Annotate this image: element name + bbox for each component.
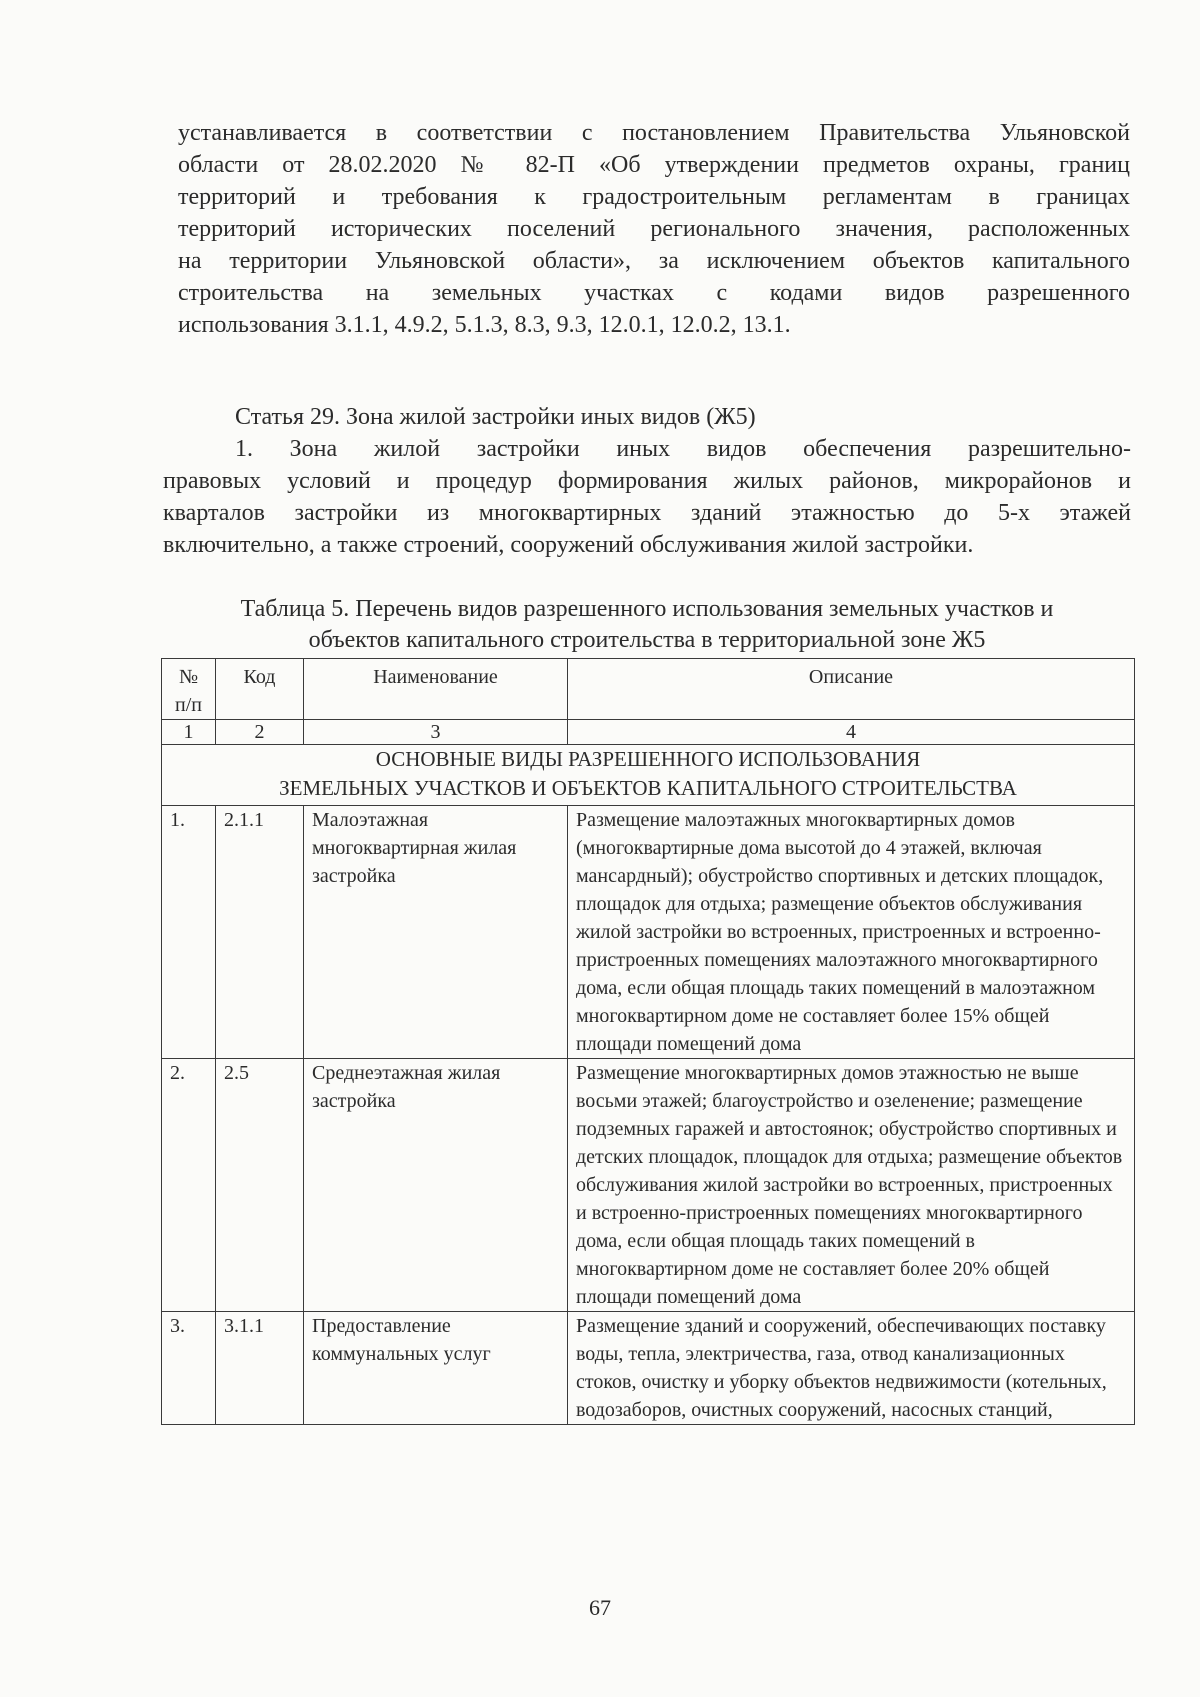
table-row bbox=[162, 1059, 1135, 1312]
table-row bbox=[162, 806, 1135, 1059]
section-header bbox=[162, 745, 1135, 806]
intro-line: на территории Ульяновской области», за исключением объектов капитального bbox=[178, 248, 1130, 274]
column-number: 3 bbox=[304, 720, 568, 745]
header-name: Наименование bbox=[304, 659, 568, 720]
section-header-row bbox=[162, 745, 1135, 806]
row-name: Малоэтажная многоквартирная жилая застройка bbox=[304, 806, 568, 1059]
article-line: 1. Зона жилой застройки иных видов обеспечения разрешительно- bbox=[235, 436, 1131, 462]
column-number: 1 bbox=[162, 720, 216, 745]
intro-line: территорий и требования к градостроительным регламентам в границах bbox=[178, 184, 1130, 210]
header-num: № п/п bbox=[162, 659, 216, 720]
column-number: 2 bbox=[216, 720, 304, 745]
row-name: Среднеэтажная жилая застройка bbox=[304, 1059, 568, 1312]
intro-line: устанавливается в соответствии с постановлением Правительства Ульяновской bbox=[178, 120, 1130, 146]
row-code: 2.5 bbox=[216, 1059, 304, 1312]
row-num: 3. bbox=[162, 1312, 216, 1425]
row-desc: Размещение малоэтажных многоквартирных домов (многоквартирные дома высотой до 4 этажей, включая мансардный); обустройство спортивных и детских площадок, площадок для отдыха; размещение объектов обслуживания жилой застройки во встроенных, пристроенных и встроенно-пристроенных помещениях малоэтажного многоквартирного дома, если общая площадь таких помещений в малоэтажном многоквартирном доме не составляет более 15% общей площади помещений дома bbox=[568, 806, 1135, 1059]
section-title-line: ОСНОВНЫЕ ВИДЫ РАЗРЕШЕННОГО ИСПОЛЬЗОВАНИЯ bbox=[375, 747, 921, 771]
intro-line: области от 28.02.2020 № 82-П «Об утверждении предметов охраны, границ bbox=[178, 152, 1130, 178]
table-caption bbox=[163, 594, 1131, 656]
row-desc: Размещение многоквартирных домов этажностью не выше восьми этажей; благоустройство и озеленение; размещение подземных гаражей и автостоянок; обустройство спортивных и детских площадок, площадок для отдыха; размещение объектов обслуживания жилой застройки во встроенных, пристроенных и встроенно-пристроенных помещениях многоквартирного дома, если общая площадь таких помещений в многоквартирном доме не составляет более 20% общей площади помещений дома bbox=[568, 1059, 1135, 1312]
article-line: кварталов застройки из многоквартирных зданий этажностью до 5-х этажей bbox=[163, 500, 1131, 526]
intro-line: использования 3.1.1, 4.9.2, 5.1.3, 8.3, 9.3, 12.0.1, 12.0.2, 13.1. bbox=[178, 312, 791, 338]
intro-paragraph bbox=[178, 117, 1130, 341]
article-line: включительно, а также строений, сооружений обслуживания жилой застройки. bbox=[163, 532, 974, 558]
article-paragraph bbox=[163, 433, 1131, 561]
row-desc: Размещение зданий и сооружений, обеспечивающих поставку воды, тепла, электричества, газа, отвод канализационных стоков, очистку и уборку объектов недвижимости (котельных, водозаборов, очистных сооружений, насосных станций, bbox=[568, 1312, 1135, 1425]
article-line: правовых условий и процедур формирования жилых районов, микрорайонов и bbox=[163, 468, 1131, 494]
header-code: Код bbox=[216, 659, 304, 720]
table-header-row bbox=[162, 659, 1135, 720]
row-num: 2. bbox=[162, 1059, 216, 1312]
table-caption-line: Таблица 5. Перечень видов разрешенного использования земельных участков и bbox=[240, 596, 1054, 622]
column-number-row bbox=[162, 720, 1135, 745]
row-name: Предоставление коммунальных услуг bbox=[304, 1312, 568, 1425]
row-num: 1. bbox=[162, 806, 216, 1059]
intro-line: строительства на земельных участках с кодами видов разрешенного bbox=[178, 280, 1130, 306]
article-title: Статья 29. Зона жилой застройки иных видов (Ж5) bbox=[235, 404, 756, 430]
column-number: 4 bbox=[568, 720, 1135, 745]
table-row bbox=[162, 1312, 1135, 1425]
table-caption-line: объектов капитального строительства в территориальной зоне Ж5 bbox=[308, 627, 986, 653]
row-code: 3.1.1 bbox=[216, 1312, 304, 1425]
page-number: 67 bbox=[589, 1595, 611, 1620]
header-desc: Описание bbox=[568, 659, 1135, 720]
intro-line: территорий исторических поселений регионального значения, расположенных bbox=[178, 216, 1130, 242]
section-title-line: ЗЕМЕЛЬНЫХ УЧАСТКОВ И ОБЪЕКТОВ КАПИТАЛЬНОГО СТРОИТЕЛЬСТВА bbox=[279, 776, 1017, 800]
row-code: 2.1.1 bbox=[216, 806, 304, 1059]
permitted-use-table bbox=[161, 658, 1135, 1425]
